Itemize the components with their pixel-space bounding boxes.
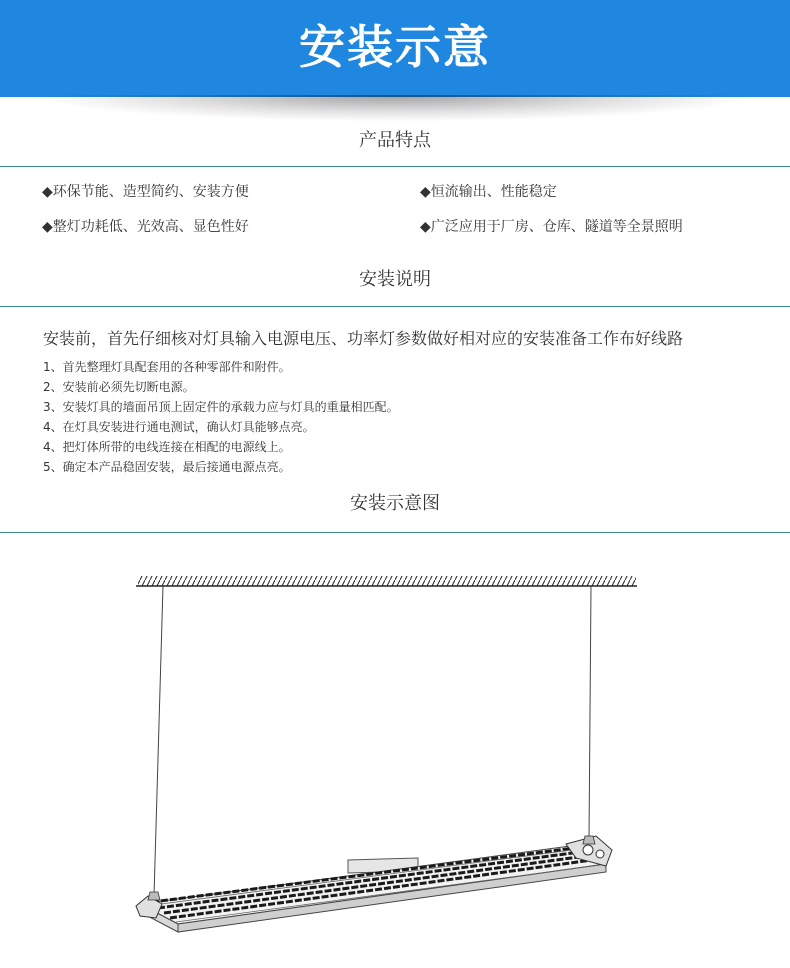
install-step: 2、安装前必须先切断电源。 (43, 380, 195, 394)
features-title: 产品特点 (359, 130, 431, 151)
feature-item: ◆环保节能、造型简约、安装方便 (42, 184, 249, 200)
install-title: 安装说明 (359, 269, 431, 290)
feature-item: ◆广泛应用于厂房、仓库、隧道等全景照明 (420, 219, 683, 235)
install-step: 4、把灯体所带的电线连接在相配的电源线上。 (43, 440, 291, 454)
linear-high-bay-lamp (136, 836, 612, 932)
suspension-wire-left (154, 586, 163, 896)
diagram-divider (0, 532, 790, 533)
install-step: 4、在灯具安装进行通电测试，确认灯具能够点亮。 (43, 420, 315, 434)
banner-shadow (40, 95, 750, 121)
feature-item: ◆恒流输出、性能稳定 (420, 184, 557, 200)
suspension-wire-right (589, 586, 591, 840)
diagram-title: 安装示意图 (350, 493, 440, 514)
install-divider (0, 306, 790, 307)
install-step: 3、安装灯具的墙面吊顶上固定件的承载力应与灯具的重量相匹配。 (43, 400, 399, 414)
install-step: 5、确定本产品稳固安装，最后接通电源点亮。 (43, 460, 291, 474)
features-divider (0, 166, 790, 167)
feature-item: ◆整灯功耗低、光效高、显色性好 (42, 219, 249, 235)
ceiling-hatch (136, 576, 637, 586)
install-intro: 安装前，首先仔细核对灯具输入电源电压、功率灯参数做好相对应的安装准备工作布好线路 (43, 329, 684, 348)
installation-diagram (0, 560, 790, 968)
install-step: 1、首先整理灯具配套用的各种零部件和附件。 (43, 360, 291, 374)
banner-title: 安装示意 (299, 20, 491, 74)
install-steps (43, 357, 399, 477)
banner (0, 0, 790, 97)
